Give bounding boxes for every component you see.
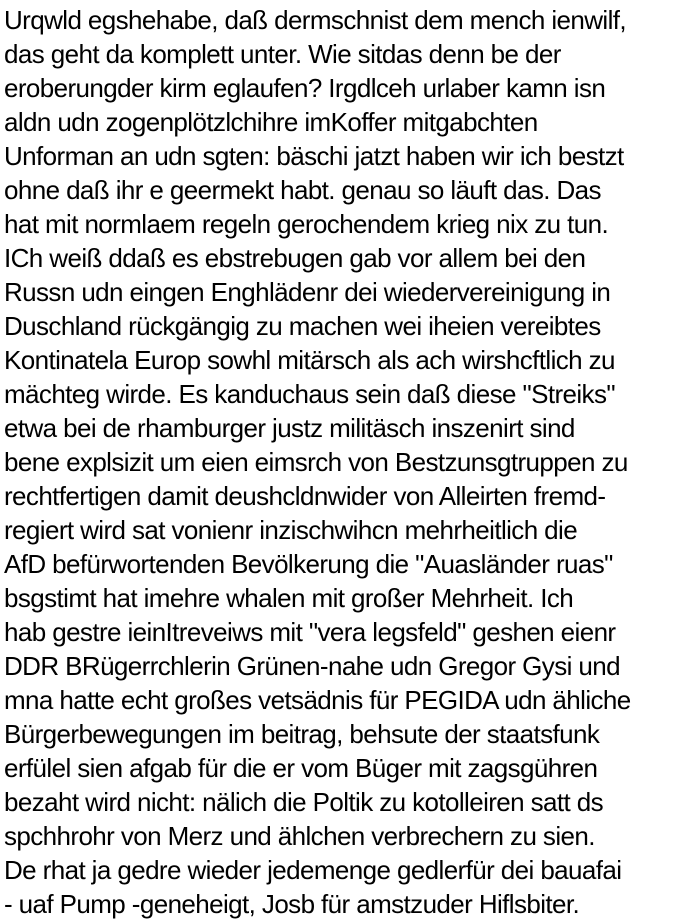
text-line: bene explsizit um eien eimsrch von Bestzunsgtruppen zu: [4, 447, 628, 477]
text-line: regiert wird sat vonienr inzischwihcn mehrheitlich die: [4, 515, 578, 545]
text-line: spchhrohr von Merz und ählchen verbrechern zu sien.: [4, 821, 595, 851]
text-line: De rhat ja gedre wieder jedemenge gedlerfür dei bauafai: [4, 855, 622, 885]
text-line: DDR BRügerrchlerin Grünen-nahe udn Gregor Gysi und: [4, 651, 620, 681]
text-line: AfD befürwortenden Bevölkerung die "Auasländer ruas": [4, 549, 613, 579]
text-line: - uaf Pump -geneheigt, Josb für amstzuder Hiflsbiter.: [4, 889, 580, 919]
text-line: rechtfertigen damit deushcldnwider von Alleirten fremd-: [4, 481, 606, 511]
text-line: aldn udn zogenplötzlchihre imKoffer mitgabchten: [4, 107, 538, 137]
text-line: Bürgerbewegungen im beitrag, behsute der staatsfunk: [4, 719, 600, 749]
text-line: Unforman an udn sgten: bäschi jatzt haben wir ich bestzt: [4, 141, 624, 171]
text-line: das geht da komplett unter. Wie sitdas denn be der: [4, 39, 561, 69]
text-line: Kontinatela Europ sowhl mitärsch als ach wirshcftlich zu: [4, 345, 615, 375]
text-line: bezaht wird nicht: nälich die Poltik zu kotolleiren satt ds: [4, 787, 604, 817]
text-line: hab gestre ieinItreveiws mit "vera legsfeld" geshen eienr: [4, 617, 616, 647]
text-line: etwa bei de rhamburger justz militäsch inszenirt sind: [4, 413, 575, 443]
text-line: mächteg wirde. Es kanduchaus sein daß diese "Streiks": [4, 379, 615, 409]
text-line: mna hatte echt großes vetsädnis für PEGIDA udn ähliche: [4, 685, 631, 715]
text-line: Urqwld egshehabe, daß dermschnist dem mench ienwilf,: [4, 5, 626, 35]
text-line: Duschland rückgängig zu machen wei iheien vereibtes: [4, 311, 601, 341]
text-line: ohne daß ihr e geermekt habt. genau so läuft das. Das: [4, 175, 601, 205]
text-line: hat mit normlaem regeln gerochendem krieg nix zu tun.: [4, 209, 609, 239]
text-line: eroberungder kirm eglaufen? Irgdlceh urlaber kamn isn: [4, 73, 606, 103]
text-line: bsgstimt hat imehre whalen mit großer Mehrheit. Ich: [4, 583, 574, 613]
text-line: ICh weiß ddaß es ebstrebugen gab vor allem bei den: [4, 243, 586, 273]
text-line: Russn udn eingen Enghlädenr dei wiedervereinigung in: [4, 277, 611, 307]
text-content: [4, 3, 682, 920]
text-line: erfülel sien afgab für die er vom Büger mit zagsgühren: [4, 753, 598, 783]
